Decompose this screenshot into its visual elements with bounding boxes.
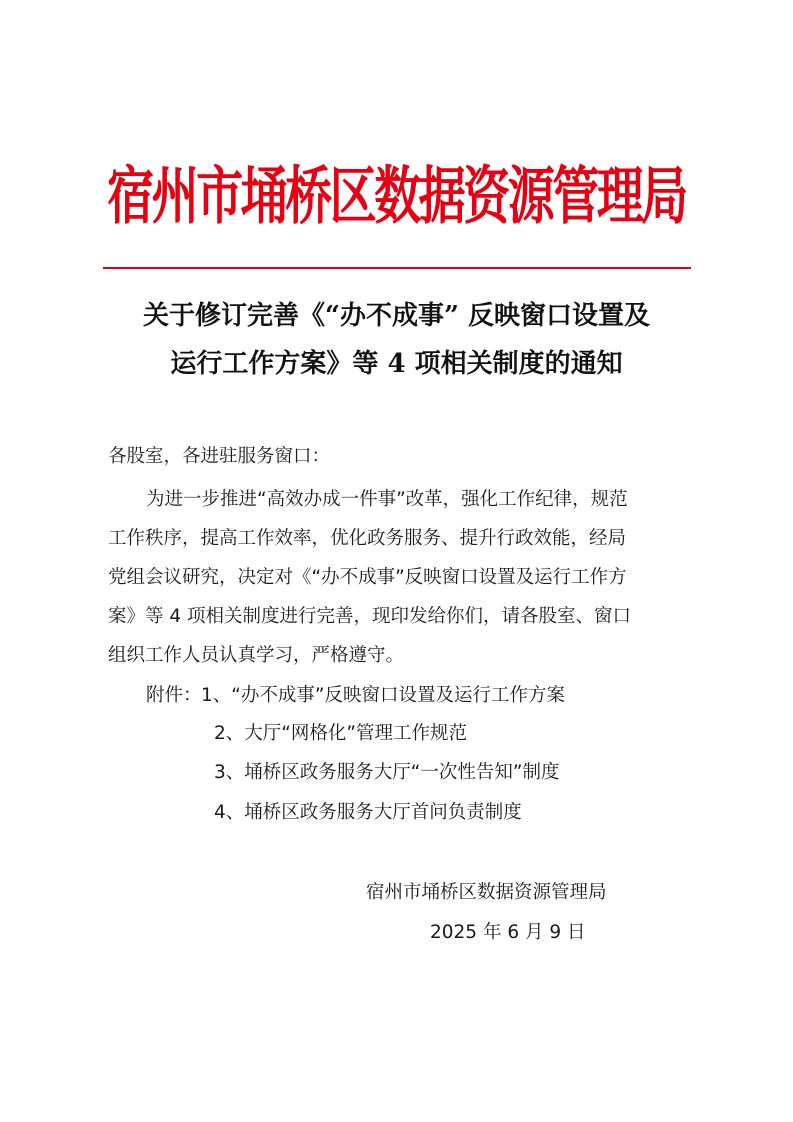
attachment-item-4: 4、埇桥区政务服务大厅首问负责制度 — [214, 802, 522, 823]
attachment-item-2: 2、大厅“网格化”管理工作规范 — [214, 723, 467, 744]
document-title-line-1: 关于修订完善《“办不成事” 反映窗口设置及 — [143, 301, 650, 331]
document-title — [60, 292, 733, 388]
attachment-item-3: 3、埇桥区政务服务大厅“一次性告知”制度 — [214, 762, 560, 783]
red-divider-rule — [103, 267, 691, 269]
attachments-label: 附件： — [146, 685, 202, 706]
attachment-item-1: 1、“办不成事”反映窗口设置及运行工作方案 — [201, 685, 565, 706]
body-paragraph — [108, 480, 692, 675]
body-paragraph-line: 党组会议研究，决定对《“办不成事”反映窗口设置及运行工作方 — [108, 567, 627, 588]
body-paragraph-line: 组织工作人员认真学习，严格遵守。 — [108, 645, 405, 666]
salutation: 各股室，各进驻服务窗口： — [108, 446, 331, 467]
body-paragraph-line: 为进一步推进“高效办成一件事”改革，强化工作纪律，规范 — [146, 489, 628, 510]
issuing-org-header: 宿州市埇桥区数据资源管理局 — [107, 159, 686, 233]
body-paragraph-line: 案》等 4 项相关制度进行完善，现印发给你们，请各股室、窗口 — [108, 606, 632, 627]
document-title-line-2: 运行工作方案》等 4 项相关制度的通知 — [170, 349, 623, 379]
signature-org: 宿州市埇桥区数据资源管理局 — [366, 882, 607, 903]
body-paragraph-line: 工作秩序，提高工作效率，优化政务服务、提升行政效能，经局 — [108, 528, 627, 549]
signature-date: 2025 年 6 月 9 日 — [430, 922, 586, 943]
